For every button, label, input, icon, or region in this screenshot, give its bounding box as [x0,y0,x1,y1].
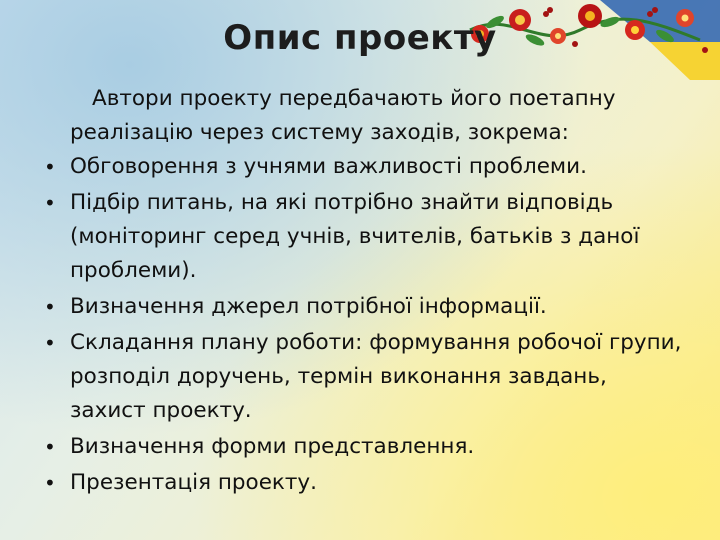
list-item [44,466,684,500]
bullet-text: Обговорення з учнями важливості проблеми. [70,154,587,179]
bullet-icon: • [44,191,56,215]
bullet-text: Презентація проекту. [70,470,317,495]
list-item [44,150,684,184]
list-item [44,326,684,428]
bullet-icon: • [44,155,56,179]
bullet-icon: • [44,435,56,459]
slide-content [44,82,684,502]
bullet-text: Складання плану роботи: формування робочої групи, розподіл доручень, термін виконання завдань, захист проекту. [70,330,682,423]
intro-paragraph: Автори проекту передбачають його поетапну реалізацію через систему заходів, зокрема: [70,86,616,145]
slide-title: Опис проекту [223,18,497,58]
bullet-text: Визначення джерел потрібної інформації. [70,294,547,319]
bullet-text: Визначення форми представлення. [70,434,475,459]
bullet-icon: • [44,471,56,495]
bullet-list [44,150,684,500]
bullet-text: Підбір питань, на які потрібно знайти відповідь (моніторинг серед учнів, вчителів, батьків з даної проблеми). [70,190,640,283]
list-item [44,186,684,288]
list-item [44,290,684,324]
list-item [44,430,684,464]
bullet-icon: • [44,295,56,319]
bullet-icon: • [44,331,56,355]
